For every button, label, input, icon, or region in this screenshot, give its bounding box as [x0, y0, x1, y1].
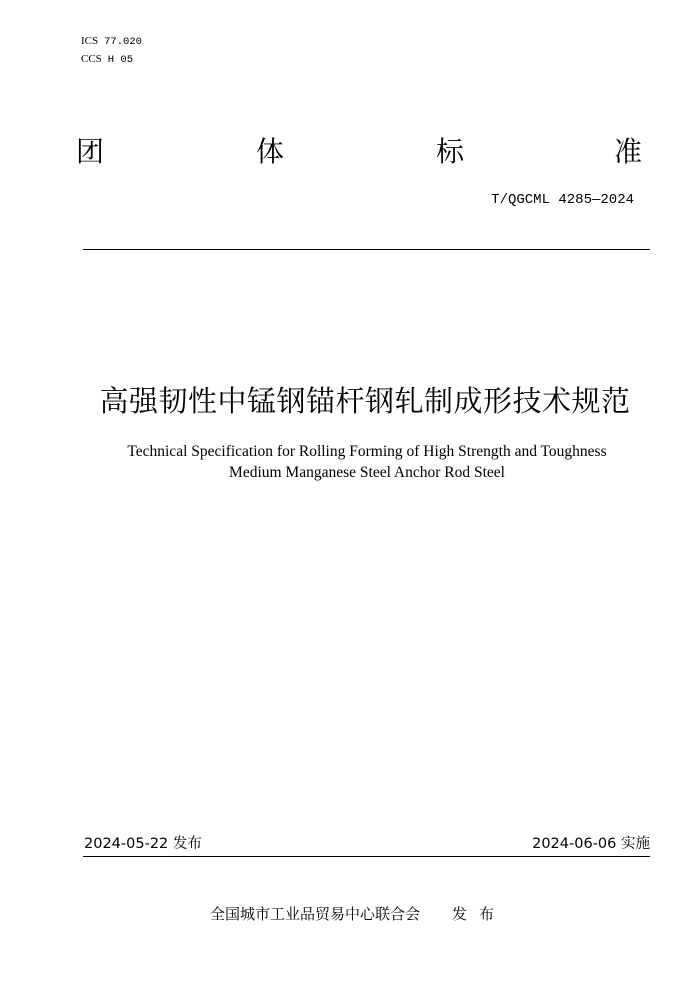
document-kind-char: 准	[614, 135, 643, 168]
ccs-label: CCS	[81, 53, 102, 65]
ics-code: 77.020	[104, 36, 142, 48]
title-english-line-2: Medium Manganese Steel Anchor Rod Steel	[229, 464, 505, 481]
document-kind-char: 体	[256, 135, 285, 168]
ics-label: ICS	[81, 35, 99, 47]
title-chinese: 高强韧性中锰钢锚杆钢轧制成形技术规范	[99, 384, 631, 418]
publish-action: 发布	[452, 905, 507, 923]
issue-date: 2024-05-22 发布	[84, 836, 202, 852]
document-kind-char: 团	[76, 135, 105, 168]
publisher-name: 全国城市工业品贸易中心联合会	[209, 905, 420, 923]
document-kind-char: 标	[436, 135, 465, 168]
standard-number: T/QGCML 4285—2024	[491, 192, 634, 208]
title-english-line-1: Technical Specification for Rolling Forming of High Strength and Toughness	[127, 443, 607, 460]
implementation-date: 2024-06-06 实施	[532, 836, 650, 852]
ccs-code: H 05	[107, 54, 134, 66]
ccs-classification	[81, 52, 133, 67]
ics-classification	[81, 34, 142, 49]
publisher-line	[0, 903, 700, 925]
top-divider	[83, 249, 650, 250]
bottom-divider	[83, 856, 650, 857]
